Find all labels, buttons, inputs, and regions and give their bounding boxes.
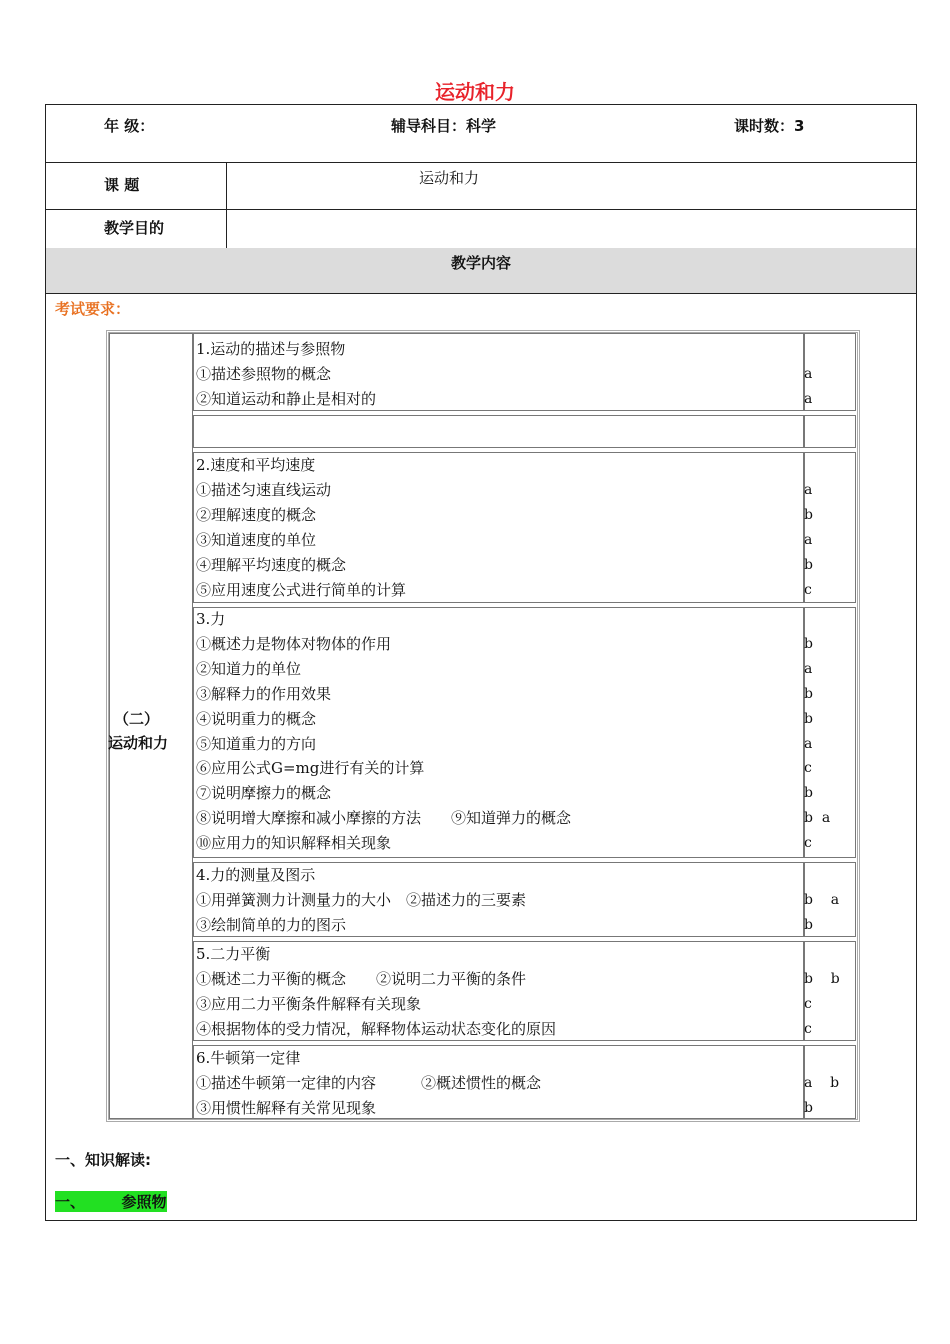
grade-value: a b (804, 1074, 840, 1091)
grade-value: c (804, 995, 812, 1012)
lesson-plan-table (45, 104, 917, 1221)
section-line: ②知道运动和静止是相对的 (196, 389, 377, 408)
knowledge-heading: 一、知识解读: (55, 1151, 151, 1169)
section-line: 5.二力平衡 (196, 945, 271, 963)
section-line: ③知道速度的单位 (196, 530, 317, 549)
grade-value (804, 863, 839, 888)
section-line: ②知道力的单位 (196, 659, 302, 678)
section-line: 1.运动的描述与参照物 (196, 340, 346, 358)
section-line: ⑥应用公式G=mg进行有关的计算 (196, 759, 425, 778)
grade-value: b a (804, 810, 831, 827)
section-line: ③绘制简单的力的图示 (196, 915, 347, 934)
grade-value: c (804, 835, 812, 852)
section-line: ⑤应用速度公式进行简单的计算 (196, 580, 407, 599)
section-line: ①概述二力平衡的概念 ②说明二力平衡的条件 (196, 969, 527, 988)
grade-value: b b (804, 970, 840, 987)
grade-value (804, 1046, 839, 1071)
grade-value: a (804, 481, 813, 498)
section-line: 2.速度和平均速度 (196, 456, 316, 474)
exam-requirements-label: 考试要求： (55, 300, 131, 318)
grade-value: a (804, 531, 813, 548)
grade-value: b (804, 556, 813, 573)
section-line: ④理解平均速度的概念 (196, 555, 347, 574)
grade-label: 年 级： (104, 117, 155, 135)
section-line: ⑤知道重力的方向 (196, 734, 317, 753)
subject-label: 辅导科目：科学 (391, 117, 497, 135)
category-line1: （二） (114, 710, 160, 728)
section-line: 3.力 (196, 610, 226, 628)
section-line: ⑦说明摩擦力的概念 (196, 784, 332, 803)
hours-label: 课时数：3 (734, 117, 805, 135)
topic-label: 课 题 (104, 176, 140, 194)
grade-value: b (804, 710, 813, 727)
grade-value (804, 942, 840, 967)
grade-value: a (804, 660, 813, 677)
section-line: ①概述力是物体对物体的作用 (196, 634, 392, 653)
section-line: 6.牛顿第一定律 (196, 1049, 301, 1067)
grade-value: b (804, 685, 813, 702)
section-line: ③应用二力平衡条件解释有关现象 (196, 994, 422, 1013)
row-divider (46, 293, 916, 294)
grade-value: c (804, 1020, 812, 1037)
section-line: 4.力的测量及图示 (196, 866, 316, 884)
section-line: ①描述参照物的概念 (196, 364, 332, 383)
grade-value (804, 607, 830, 632)
grade-value: b (804, 635, 813, 652)
grade-value: a (804, 735, 813, 752)
grade-value: a (804, 390, 813, 407)
grade-value: b (804, 785, 813, 802)
content-label: 教学内容 (450, 254, 511, 272)
goal-label: 教学目的 (104, 219, 165, 237)
category-line2: 运动和力 (108, 734, 169, 752)
grade-value: b a (804, 891, 840, 908)
grade-value (804, 337, 812, 362)
topic-value: 运动和力 (419, 169, 480, 187)
grade-cell-empty (804, 415, 856, 448)
section-cell-empty (193, 415, 804, 448)
row-divider (46, 162, 916, 163)
section-line: ⑧说明增大摩擦和减小摩擦的方法 ⑨知道弹力的概念 (196, 809, 572, 828)
column-divider (226, 162, 227, 248)
section-line: ②理解速度的概念 (196, 505, 317, 524)
grade-value: c (804, 581, 812, 598)
requirements-table (106, 330, 860, 1122)
row-divider (46, 209, 916, 210)
grade-value: b (804, 1099, 813, 1116)
section-line: ①用弹簧测力计测量力的大小 ②描述力的三要素 (196, 890, 527, 909)
grade-value: c (804, 760, 812, 777)
section-line: ③解释力的作用效果 (196, 684, 332, 703)
section-line: ①描述牛顿第一定律的内容 ②概述惯性的概念 (196, 1073, 542, 1092)
grade-value: a (804, 365, 813, 382)
grade-value: b (804, 916, 813, 933)
grade-value (804, 453, 813, 478)
section-line: ④根据物体的受力情况，解释物体运动状态变化的原因 (196, 1019, 557, 1038)
subheading-reference-object: 一、 参照物 (55, 1193, 167, 1211)
section-line: ⑩应用力的知识解释相关现象 (196, 834, 392, 853)
grade-value: b (804, 506, 813, 523)
section-line: ④说明重力的概念 (196, 709, 317, 728)
page-title: 运动和力 (435, 80, 515, 104)
section-line: ①描述匀速直线运动 (196, 480, 332, 499)
section-line: ③用惯性解释有关常见现象 (196, 1098, 377, 1117)
